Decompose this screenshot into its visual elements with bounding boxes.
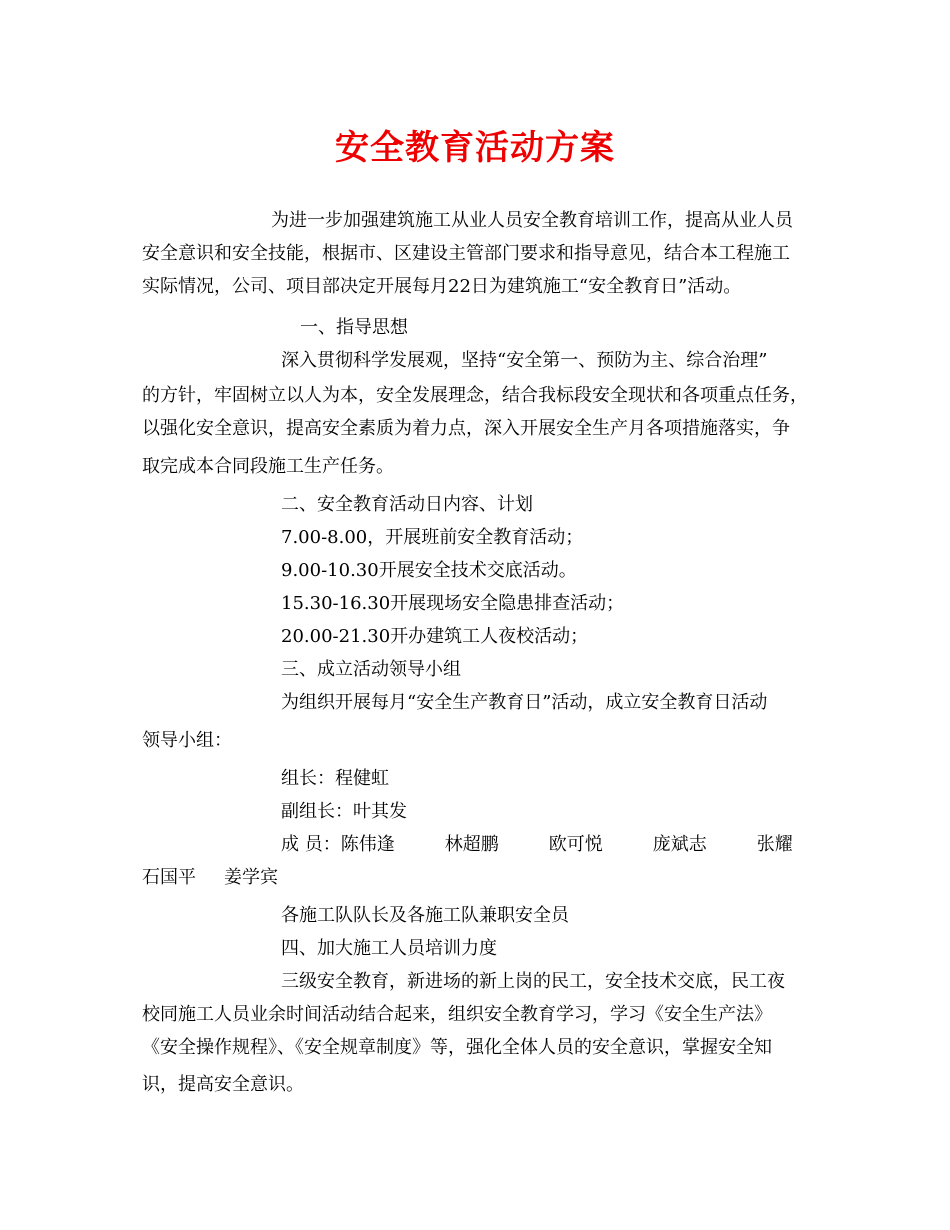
member-name: 庞斌志 [652,834,707,855]
group-leader: 组长：程健虹 [281,768,389,789]
schedule-item-2: 9.00-10.30开展安全技术交底活动。 [281,560,577,581]
para-1-line-3: 实际情况，公司、项目部决定开展每月22日为建筑施工“安全教育日”活动。 [142,276,742,297]
document-body [142,205,832,1095]
group-deputy-leader: 副组长：叶其发 [281,801,407,822]
para-4-line-2: 校同施工人员业余时间活动结合起来，组织安全教育学习，学习《安全生产法》 [142,1004,772,1025]
para-3-line-2: 领导小组： [142,730,232,751]
para-1-line-2: 安全意识和安全技能，根据市、区建设主管部门要求和指导意见，结合本工程施工 [142,243,790,264]
group-members-line-2 [142,862,278,894]
group-members-line-1 [281,829,793,861]
document-title: 安全教育活动方案 [335,128,615,168]
member-name: 林超鹏 [444,834,499,855]
member-label: 成 员：陈伟逢 [281,834,395,855]
heading-4: 四、加大施工人员培训力度 [281,938,497,959]
schedule-item-4: 20.00-21.30开办建筑工人夜校活动； [281,626,589,647]
para-4-line-1: 三级安全教育，新进场的新上岗的民工，安全技术交底，民工夜 [281,971,785,992]
para-4-line-3: 《安全操作规程》、《安全规章制度》等，强化全体人员的安全意识，掌握安全知 [142,1037,772,1058]
schedule-item-1: 7.00-8.00，开展班前安全教育活动； [281,527,584,548]
heading-3: 三、成立活动领导小组 [281,659,461,680]
para-2-line-4: 取完成本合同段施工生产任务。 [142,456,394,477]
para-2-line-1: 深入贯彻科学发展观，坚持“安全第一、预防为主、综合治理” [281,350,768,371]
para-2-line-2: 的方针，牢固树立以人为本，安全发展理念，结合我标段安全现状和各项重点任务， [142,385,808,406]
group-members-line-3: 各施工队队长及各施工队兼职安全员 [281,905,569,926]
heading-1: 一、指导思想 [300,317,408,338]
member-name: 石国平 [142,867,196,888]
member-name: 欧可悦 [548,834,603,855]
member-name: 姜学宾 [224,867,278,888]
heading-2: 二、安全教育活动日内容、计划 [281,494,533,515]
para-1-line-1: 为进一步加强建筑施工从业人员安全教育培训工作，提高从业人员 [271,210,793,231]
para-3-line-1: 为组织开展每月“安全生产教育日”活动，成立安全教育日活动 [281,692,768,713]
schedule-item-3: 15.30-16.30开展现场安全隐患排查活动； [281,593,625,614]
para-2-line-3: 以强化安全意识，提高安全素质为着力点，深入开展安全生产月各项措施落实，争 [142,418,790,439]
para-4-line-4: 识，提高安全意识。 [142,1074,304,1095]
member-name: 张耀 [756,834,793,855]
